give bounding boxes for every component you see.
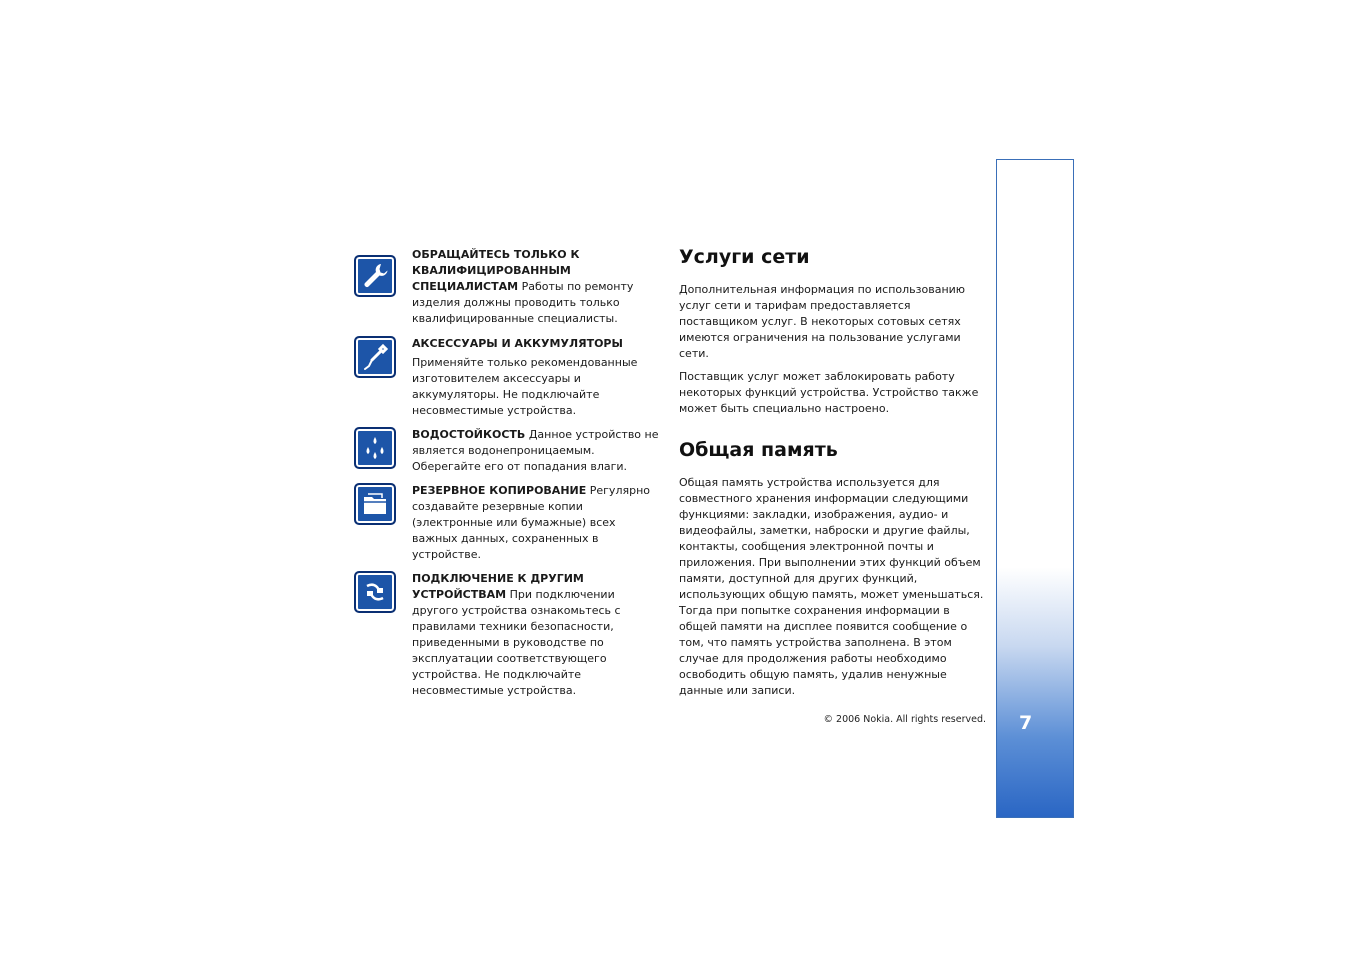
safety-item-connect <box>354 571 664 699</box>
safety-body: Работы по ремонту изделия должны проводить только квалифицированные специалисты. <box>412 280 634 325</box>
main-column <box>679 244 989 706</box>
folder-icon <box>354 483 396 525</box>
safety-title: АКСЕССУАРЫ И АККУМУЛЯТОРЫ <box>412 337 623 350</box>
safety-body: Данное устройство не является водонепроницаемым. Оберегайте его от попадания влаги. <box>412 428 659 473</box>
safety-title: РЕЗЕРВНОЕ КОПИРОВАНИЕ <box>412 484 587 497</box>
safety-title: ПОДКЛЮЧЕНИЕ К ДРУГИМ УСТРОЙСТВАМ <box>412 572 584 601</box>
safety-body: Регулярно создавайте резервные копии (электронные или бумажные) всех важных данных, сохраненных в устройстве. <box>412 484 650 561</box>
page-number: 7 <box>1019 712 1033 734</box>
wrench-icon <box>354 255 396 297</box>
battery-charger-icon <box>354 336 396 378</box>
safety-body: При подключении другого устройства ознакомьтесь с правилами техники безопасности, приведенными в руководстве по эксплуатации соответствующего устройства. Не подключайте несовместимые устройства. <box>412 588 621 697</box>
safety-title: ОБРАЩАЙТЕСЬ ТОЛЬКО К КВАЛИФИЦИРОВАННЫМ СПЕЦИАЛИСТАМ <box>412 248 580 293</box>
paragraph: Поставщик услуг может заблокировать работу некоторых функций устройства. Устройство также может быть специально настроено. <box>679 370 979 415</box>
safety-item-accessories <box>354 336 664 419</box>
chapter-tab <box>996 159 1074 818</box>
plug-icon <box>354 571 396 613</box>
safety-title: ВОДОСТОЙКОСТЬ <box>412 428 526 441</box>
safety-item-service <box>354 247 664 327</box>
safety-body: Применяйте только рекомендованные изготовителем аксессуары и аккумуляторы. Не подключайте несовместимые устройства. <box>412 356 638 417</box>
safety-list <box>354 247 664 699</box>
water-drops-icon <box>354 427 396 469</box>
section-heading-network: Услуги сети <box>679 246 810 268</box>
paragraph: Общая память устройства используется для совместного хранения информации следующими функциями: закладки, изображения, аудио- и видеофайлы, заметки, наброски и другие файлы, контакты, сообщения электронной почты и приложения. При выполнении этих функций объем памяти, доступной для других функций, использующих общую память, может уменьшаться. Тогда при попытке сохранения информации в общей памяти на дисплее появится сообщение о том, что память устройства заполнена. В этом случае для продолжения работы необходимо освободить общую память, удалив ненужные данные или записи. <box>679 476 984 697</box>
safety-item-water <box>354 427 664 475</box>
paragraph: Дополнительная информация по использованию услуг сети и тарифам предоставляется поставщиком услуг. В некоторых сотовых сетях имеются ограничения на пользование услугами сети. <box>679 283 966 360</box>
copyright-footer: © 2006 Nokia. All rights reserved. <box>823 714 986 725</box>
safety-item-backup <box>354 483 664 563</box>
section-heading-memory: Общая память <box>679 439 838 461</box>
